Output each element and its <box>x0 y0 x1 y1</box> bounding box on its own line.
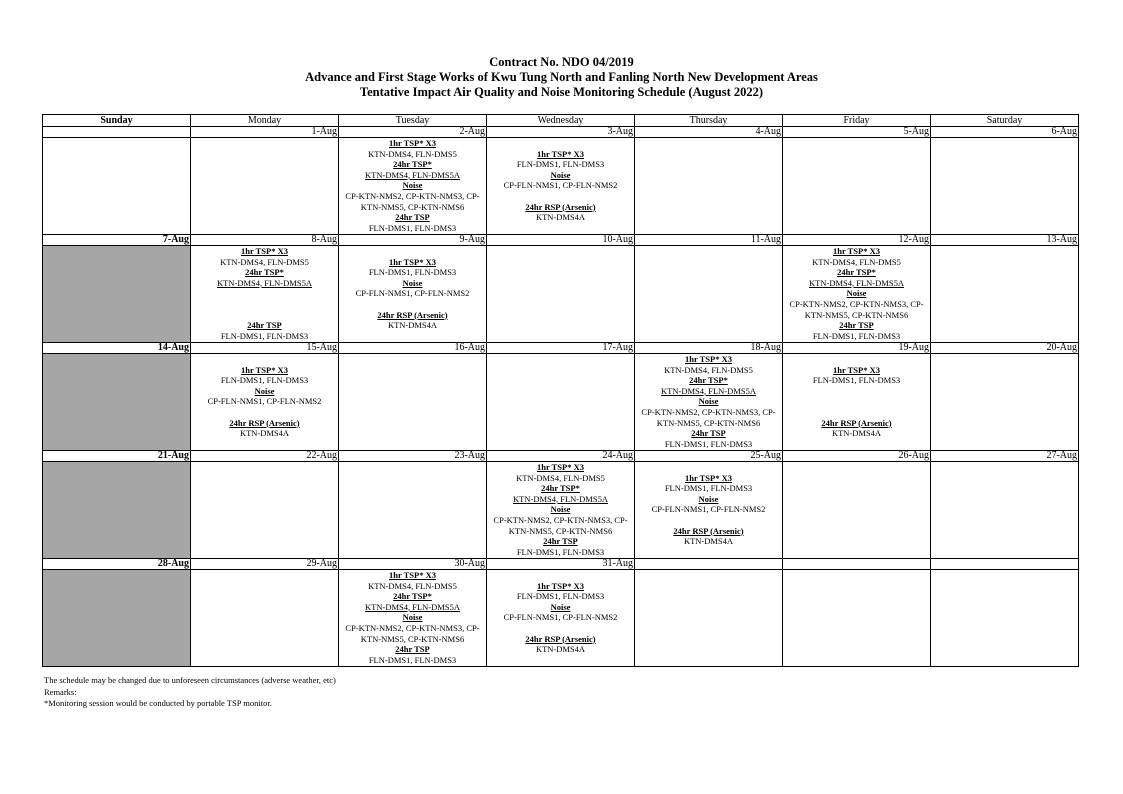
date-label-monday: 8-Aug <box>191 235 339 246</box>
station-list: CP-FLN-NMS1, CP-FLN-NMS2 <box>503 612 618 623</box>
date-label-tuesday: 23-Aug <box>339 451 487 462</box>
spacer <box>487 570 634 581</box>
weekday-header-tuesday: Tuesday <box>339 115 487 127</box>
contract-title: Contract No. NDO 04/2019 <box>489 55 634 69</box>
day-cell-sunday <box>43 570 191 667</box>
station-list-underlined: KTN-DMS4, FLN-DMS5A <box>513 493 608 504</box>
day-cell-tuesday <box>339 138 487 235</box>
day-cell-tuesday <box>339 246 487 343</box>
station-list: FLN-DMS1, FLN-DMS3 <box>516 546 605 557</box>
schedule-row <box>43 246 1079 343</box>
date-label-friday: 19-Aug <box>783 343 931 354</box>
day-cell-wednesday <box>487 462 635 559</box>
station-list: KTN-DMS4, FLN-DMS5 <box>220 256 309 267</box>
station-list: KTN-DMS4, FLN-DMS5 <box>368 148 457 159</box>
noise-station-list: CP-KTN-NMS2, CP-KTN-NMS3, CP-KTN-NMS5, CP-KTN-NMS6 <box>641 406 776 428</box>
calendar-body <box>43 127 1079 667</box>
weekday-header-wednesday: Wednesday <box>487 115 635 127</box>
station-list-underlined: KTN-DMS4, FLN-DMS5A <box>365 169 460 180</box>
station-list: CP-FLN-NMS1, CP-FLN-NMS2 <box>651 504 766 515</box>
spacer <box>339 299 486 310</box>
monitoring-type-heading: Noise <box>846 288 867 299</box>
date-label-friday: 12-Aug <box>783 235 931 246</box>
monitoring-type-heading: 24hr TSP <box>691 428 726 439</box>
spacer <box>191 299 338 310</box>
station-list: CP-FLN-NMS1, CP-FLN-NMS2 <box>207 396 322 407</box>
noise-station-list: CP-KTN-NMS2, CP-KTN-NMS3, CP-KTN-NMS5, CP-KTN-NMS6 <box>789 298 924 320</box>
spacer <box>635 462 782 473</box>
schedule-row <box>43 570 1079 667</box>
monitoring-calendar <box>42 114 1079 667</box>
day-cell-tuesday <box>339 462 487 559</box>
date-label-sunday: 28-Aug <box>43 559 191 570</box>
monitoring-type-heading: 1hr TSP* X3 <box>833 246 880 256</box>
monitoring-type-heading: 24hr TSP* <box>393 159 432 170</box>
monitoring-type-heading: 1hr TSP* X3 <box>389 138 436 148</box>
station-list-underlined: KTN-DMS4, FLN-DMS5A <box>809 277 904 288</box>
monitoring-type-heading: 24hr RSP (Arsenic) <box>673 525 744 536</box>
spacer <box>191 354 338 365</box>
station-list: FLN-DMS1, FLN-DMS3 <box>664 483 753 494</box>
station-list-underlined: KTN-DMS4, FLN-DMS5A <box>365 601 460 612</box>
monitoring-type-heading: 24hr TSP <box>395 212 430 223</box>
day-cell-thursday <box>635 246 783 343</box>
date-label-tuesday: 2-Aug <box>339 127 487 138</box>
date-label-sunday: 21-Aug <box>43 451 191 462</box>
station-list: KTN-DMS4A <box>683 536 734 547</box>
station-list-underlined: KTN-DMS4, FLN-DMS5A <box>217 277 312 288</box>
monitoring-type-heading: Noise <box>402 180 423 191</box>
day-cell-sunday <box>43 462 191 559</box>
footer-notes <box>44 675 336 710</box>
spacer <box>191 310 338 321</box>
station-list: FLN-DMS1, FLN-DMS3 <box>516 159 605 170</box>
station-list: KTN-DMS4A <box>387 320 438 331</box>
date-label-sunday: 14-Aug <box>43 343 191 354</box>
date-label-thursday: 25-Aug <box>635 451 783 462</box>
station-list: KTN-DMS4, FLN-DMS5 <box>812 256 901 267</box>
monitoring-type-heading: 1hr TSP* X3 <box>537 148 584 159</box>
monitoring-type-heading: 1hr TSP* X3 <box>241 364 288 375</box>
date-label-monday: 15-Aug <box>191 343 339 354</box>
station-list: FLN-DMS1, FLN-DMS3 <box>368 222 457 233</box>
monitoring-type-heading: 24hr TSP* <box>541 483 580 494</box>
monitoring-type-heading: 1hr TSP* X3 <box>833 364 880 375</box>
remark-portable-tsp: *Monitoring session would be conducted by portable TSP monitor. <box>44 698 272 708</box>
date-label-monday: 1-Aug <box>191 127 339 138</box>
monitoring-type-heading: 1hr TSP* X3 <box>537 580 584 591</box>
weekday-header-thursday: Thursday <box>635 115 783 127</box>
monitoring-type-heading: 24hr RSP (Arsenic) <box>525 633 596 644</box>
monitoring-type-heading: 24hr RSP (Arsenic) <box>525 201 596 212</box>
station-list: FLN-DMS1, FLN-DMS3 <box>368 267 457 278</box>
day-cell-thursday <box>635 570 783 667</box>
monitoring-type-heading: Noise <box>550 169 571 180</box>
noise-station-list: CP-KTN-NMS2, CP-KTN-NMS3, CP-KTN-NMS5, CP-KTN-NMS6 <box>493 514 628 536</box>
day-cell-thursday <box>635 354 783 451</box>
monitoring-type-heading: 24hr RSP (Arsenic) <box>377 309 448 320</box>
day-cell-monday <box>191 246 339 343</box>
spacer <box>783 386 930 397</box>
date-label-saturday: 27-Aug <box>931 451 1079 462</box>
date-label-saturday: 6-Aug <box>931 127 1079 138</box>
station-list: FLN-DMS1, FLN-DMS3 <box>516 591 605 602</box>
day-cell-wednesday <box>487 570 635 667</box>
day-cell-thursday <box>635 138 783 235</box>
monitoring-type-heading: 1hr TSP* X3 <box>685 472 732 483</box>
spacer <box>487 138 634 149</box>
station-list: CP-FLN-NMS1, CP-FLN-NMS2 <box>355 288 470 299</box>
spacer <box>487 191 634 202</box>
noise-station-list: CP-KTN-NMS2, CP-KTN-NMS3, CP-KTN-NMS5, CP-KTN-NMS6 <box>345 190 480 212</box>
weekday-header-monday: Monday <box>191 115 339 127</box>
weekday-header-friday: Friday <box>783 115 931 127</box>
station-list: FLN-DMS1, FLN-DMS3 <box>812 375 901 386</box>
station-list: CP-FLN-NMS1, CP-FLN-NMS2 <box>503 180 618 191</box>
station-list: KTN-DMS4A <box>239 428 290 439</box>
spacer <box>487 623 634 634</box>
monitoring-type-heading: 24hr TSP* <box>393 591 432 602</box>
monitoring-type-heading: 24hr TSP* <box>689 375 728 386</box>
date-label-saturday: 20-Aug <box>931 343 1079 354</box>
date-label-thursday: 4-Aug <box>635 127 783 138</box>
station-list: FLN-DMS1, FLN-DMS3 <box>368 654 457 665</box>
day-cell-sunday <box>43 138 191 235</box>
weekday-header-sunday: Sunday <box>43 115 191 127</box>
date-label-monday: 29-Aug <box>191 559 339 570</box>
station-list: FLN-DMS1, FLN-DMS3 <box>664 438 753 449</box>
day-cell-monday <box>191 354 339 451</box>
date-label-wednesday: 17-Aug <box>487 343 635 354</box>
monitoring-type-heading: Noise <box>550 601 571 612</box>
monitoring-type-heading: 1hr TSP* X3 <box>685 354 732 364</box>
date-label-tuesday: 30-Aug <box>339 559 487 570</box>
monitoring-type-heading: 24hr RSP (Arsenic) <box>229 417 300 428</box>
day-cell-wednesday <box>487 354 635 451</box>
schedule-title: Tentative Impact Air Quality and Noise Monitoring Schedule (August 2022) <box>359 85 764 99</box>
day-cell-saturday <box>931 246 1079 343</box>
day-cell-monday <box>191 570 339 667</box>
monitoring-type-heading: 1hr TSP* X3 <box>241 246 288 256</box>
schedule-row <box>43 138 1079 235</box>
day-cell-friday <box>783 354 931 451</box>
date-label-thursday: 18-Aug <box>635 343 783 354</box>
date-label-sunday <box>43 127 191 138</box>
day-cell-wednesday <box>487 138 635 235</box>
date-label-tuesday: 16-Aug <box>339 343 487 354</box>
document-header <box>0 55 1123 100</box>
day-cell-tuesday <box>339 354 487 451</box>
date-label-saturday <box>931 559 1079 570</box>
monitoring-type-heading: 24hr TSP <box>395 644 430 655</box>
station-list: FLN-DMS1, FLN-DMS3 <box>220 330 309 341</box>
station-list: FLN-DMS1, FLN-DMS3 <box>220 375 309 386</box>
date-row <box>43 127 1079 138</box>
day-cell-thursday <box>635 462 783 559</box>
monitoring-type-heading: 1hr TSP* X3 <box>537 462 584 472</box>
spacer <box>339 246 486 257</box>
day-cell-friday <box>783 246 931 343</box>
monitoring-type-heading: Noise <box>698 396 719 407</box>
monitoring-type-heading: Noise <box>402 277 423 288</box>
station-list: KTN-DMS4, FLN-DMS5 <box>368 580 457 591</box>
day-cell-saturday <box>931 462 1079 559</box>
station-list-underlined: KTN-DMS4, FLN-DMS5A <box>661 385 756 396</box>
date-label-wednesday: 24-Aug <box>487 451 635 462</box>
date-row <box>43 343 1079 354</box>
date-label-friday: 5-Aug <box>783 127 931 138</box>
date-label-wednesday: 3-Aug <box>487 127 635 138</box>
day-cell-wednesday <box>487 246 635 343</box>
day-cell-monday <box>191 138 339 235</box>
date-label-tuesday: 9-Aug <box>339 235 487 246</box>
date-label-wednesday: 10-Aug <box>487 235 635 246</box>
day-cell-tuesday <box>339 570 487 667</box>
date-label-friday <box>783 559 931 570</box>
spacer <box>783 407 930 418</box>
day-cell-saturday <box>931 570 1079 667</box>
monitoring-type-heading: 24hr RSP (Arsenic) <box>821 417 892 428</box>
monitoring-type-heading: 24hr TSP* <box>837 267 876 278</box>
monitoring-type-heading: 24hr TSP* <box>245 267 284 278</box>
date-label-saturday: 13-Aug <box>931 235 1079 246</box>
schedule-row <box>43 462 1079 559</box>
schedule-row <box>43 354 1079 451</box>
monitoring-type-heading: Noise <box>254 385 275 396</box>
day-cell-friday <box>783 462 931 559</box>
date-label-thursday <box>635 559 783 570</box>
monitoring-type-heading: 1hr TSP* X3 <box>389 256 436 267</box>
date-label-monday: 22-Aug <box>191 451 339 462</box>
station-list: KTN-DMS4A <box>535 644 586 655</box>
monitoring-type-heading: 24hr TSP <box>839 320 874 331</box>
day-cell-saturday <box>931 138 1079 235</box>
station-list: KTN-DMS4, FLN-DMS5 <box>664 364 753 375</box>
day-cell-sunday <box>43 354 191 451</box>
spacer <box>783 354 930 365</box>
monitoring-type-heading: 24hr TSP <box>247 320 282 331</box>
noise-station-list: CP-KTN-NMS2, CP-KTN-NMS3, CP-KTN-NMS5, CP-KTN-NMS6 <box>345 622 480 644</box>
date-label-wednesday: 31-Aug <box>487 559 635 570</box>
spacer <box>635 515 782 526</box>
monitoring-type-heading: 1hr TSP* X3 <box>389 570 436 580</box>
date-row <box>43 235 1079 246</box>
remarks-label: Remarks: <box>44 686 77 697</box>
monitoring-type-heading: Noise <box>698 493 719 504</box>
day-cell-saturday <box>931 354 1079 451</box>
spacer <box>191 288 338 299</box>
station-list: KTN-DMS4A <box>831 428 882 439</box>
date-row <box>43 451 1079 462</box>
project-title: Advance and First Stage Works of Kwu Tung North and Fanling North New Development Areas <box>305 70 818 84</box>
weekday-header-row <box>43 115 1079 127</box>
date-label-friday: 26-Aug <box>783 451 931 462</box>
monitoring-type-heading: Noise <box>550 504 571 515</box>
schedule-change-note: The schedule may be changed due to unforeseen circumstances (adverse weather, etc) <box>44 675 336 685</box>
date-label-thursday: 11-Aug <box>635 235 783 246</box>
day-cell-monday <box>191 462 339 559</box>
spacer <box>783 396 930 407</box>
date-row <box>43 559 1079 570</box>
day-cell-sunday <box>43 246 191 343</box>
date-label-sunday: 7-Aug <box>43 235 191 246</box>
station-list: FLN-DMS1, FLN-DMS3 <box>812 330 901 341</box>
day-cell-friday <box>783 570 931 667</box>
monitoring-type-heading: 24hr TSP <box>543 536 578 547</box>
day-cell-friday <box>783 138 931 235</box>
station-list: KTN-DMS4A <box>535 212 586 223</box>
weekday-header-saturday: Saturday <box>931 115 1079 127</box>
spacer <box>191 407 338 418</box>
station-list: KTN-DMS4, FLN-DMS5 <box>516 472 605 483</box>
monitoring-type-heading: Noise <box>402 612 423 623</box>
